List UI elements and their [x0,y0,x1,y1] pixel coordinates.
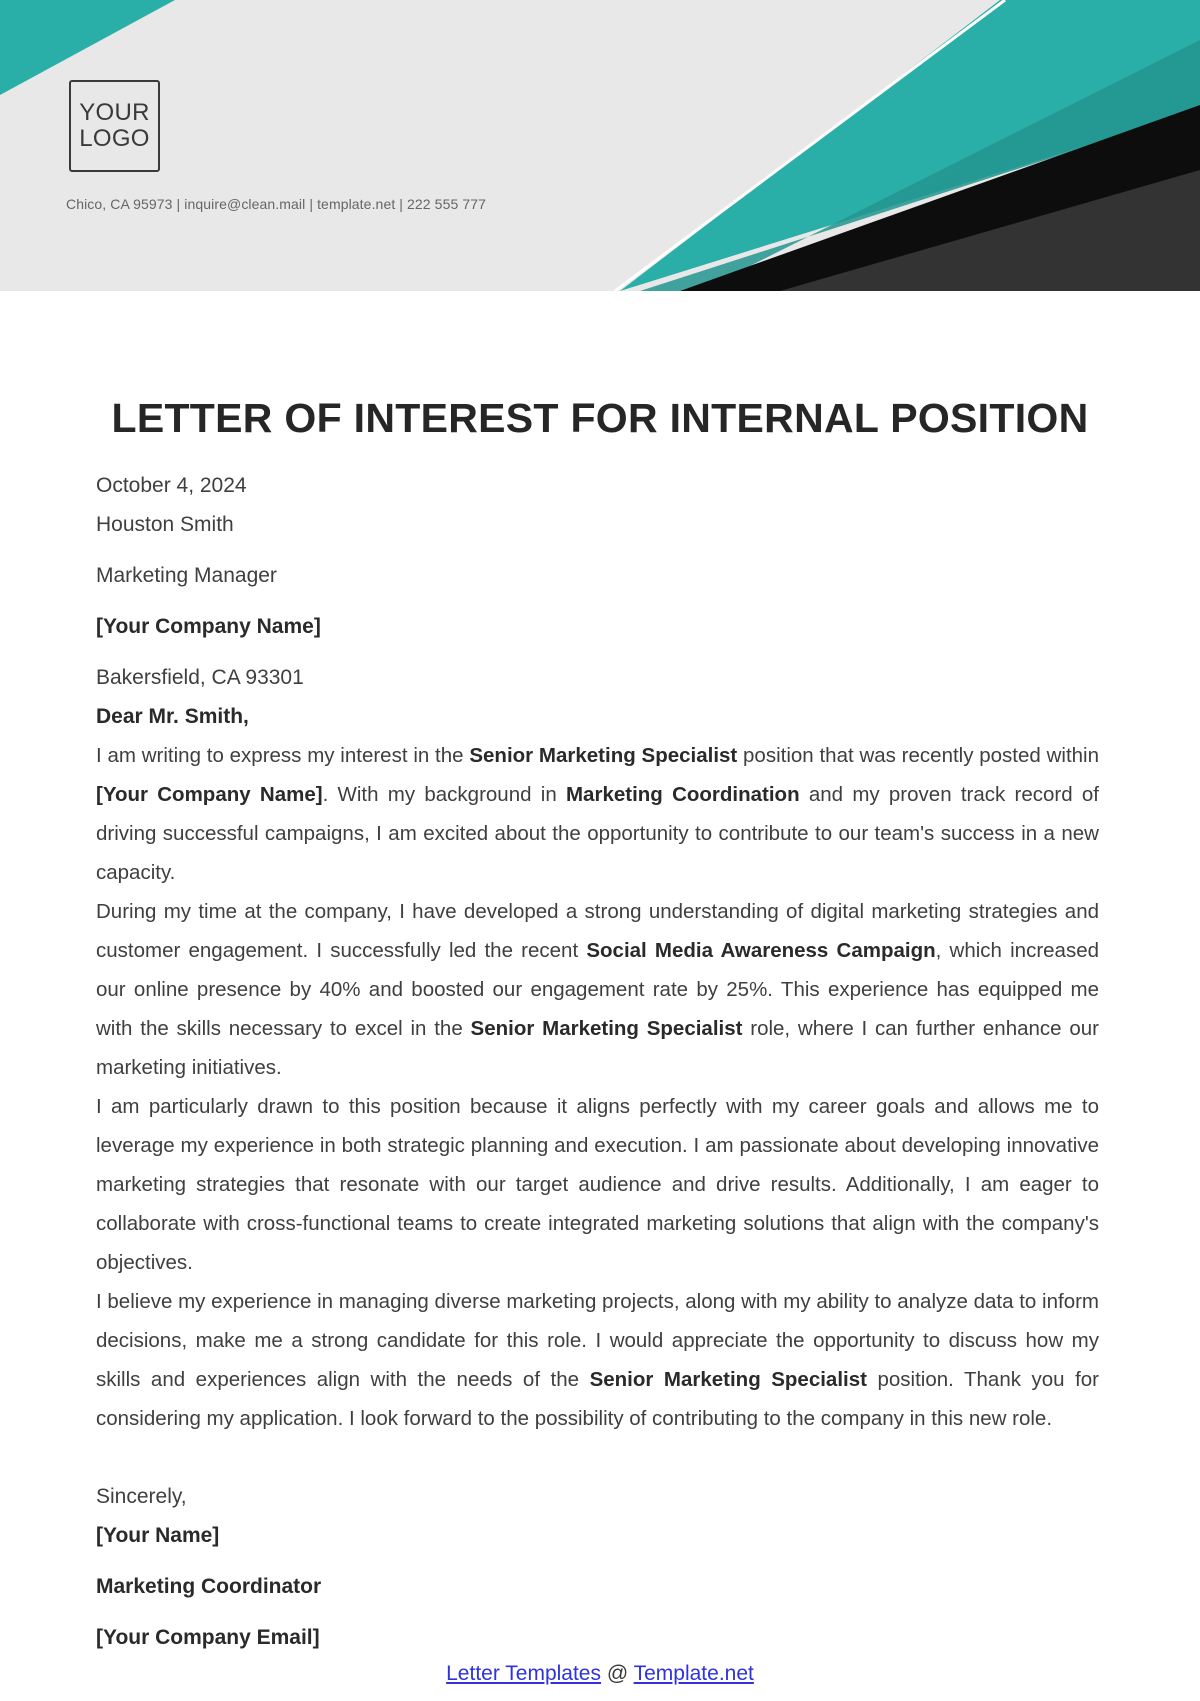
contact-info: Chico, CA 95973 | inquire@clean.mail | template.net | 222 555 777 [66,196,486,212]
p4-text-a: I believe my experience in managing diverse marketing projects, along with my ability to analyze data to inform decisions, make me a strong candidate for this role. I would appreciate the opportunity to discuss how my skills and experiences align with the needs of the [96,1290,1099,1391]
p4-text-c: position. Thank you for considering my application. I look forward to the possibility of contributing to the company in this new role. [96,1368,1099,1430]
recipient-company: [Your Company Name] [96,615,321,638]
p2-text-c: , which increased our online presence by 40% and boosted our engagement rate by 25%. This experience has equipped me with the skills necessary to excel in the [96,939,1099,1040]
p1-text-e: . With my background in [322,783,566,806]
paragraph-2 [96,892,1099,1087]
salutation: Dear Mr. Smith, [96,705,249,728]
closing: Sincerely, [96,1485,187,1508]
p1-text-c: position that was recently posted within [737,744,1099,767]
paragraph-1 [96,736,1099,892]
template-net-link[interactable]: Template.net [633,1662,754,1685]
p4-bold-position: Senior Marketing Specialist [589,1368,867,1391]
sender-title: Marketing Coordinator [96,1575,322,1598]
letterhead-decoration [0,0,1200,291]
logo-line-2: LOGO [79,125,150,152]
recipient-title: Marketing Manager [96,564,277,587]
logo-text [79,100,150,152]
p1-bold-company: [Your Company Name] [96,783,323,806]
p1-bold-background: Marketing Coordination [565,783,800,806]
p2-bold-campaign: Social Media Awareness Campaign [586,939,936,962]
letter-title: LETTER OF INTEREST FOR INTERNAL POSITION [111,395,1089,441]
sender-name: [Your Name] [96,1524,220,1547]
p2-bold-position: Senior Marketing Specialist [470,1017,743,1040]
logo-placeholder [69,80,160,172]
letter-date: October 4, 2024 [96,474,247,497]
sender-email: [Your Company Email] [96,1626,320,1649]
p1-text-g: and my proven track record of driving successful campaigns, I am excited about the opportunity to contribute to our team's success in a new capacity. [96,783,1099,884]
paragraph-3: I am particularly drawn to this position because it aligns perfectly with my career goals and allows me to leverage my experience in both strategic planning and execution. I am passionate about developing innovative marketing strategies that resonate with our target audience and drive results. Additionally, I am eager to collaborate with cross-functional teams to create integrated marketing solutions that align with the company's objectives. [96,1095,1099,1274]
footer-credits [0,1662,1200,1686]
logo-line-1: YOUR [79,99,150,126]
footer-separator: @ [601,1662,634,1685]
recipient-address: Bakersfield, CA 93301 [96,666,304,689]
letterhead [0,0,1200,291]
p1-bold-position: Senior Marketing Specialist [469,744,738,767]
recipient-name: Houston Smith [96,513,234,536]
p1-text-a: I am writing to express my interest in the [96,744,470,767]
p2-text-e: role, where I can further enhance our marketing initiatives. [96,1017,1099,1079]
p2-text-a: During my time at the company, I have developed a strong understanding of digital marketing strategies and customer engagement. I successfully led the recent [96,900,1099,962]
paragraph-4 [96,1282,1099,1438]
letter-templates-link[interactable]: Letter Templates [446,1662,601,1685]
